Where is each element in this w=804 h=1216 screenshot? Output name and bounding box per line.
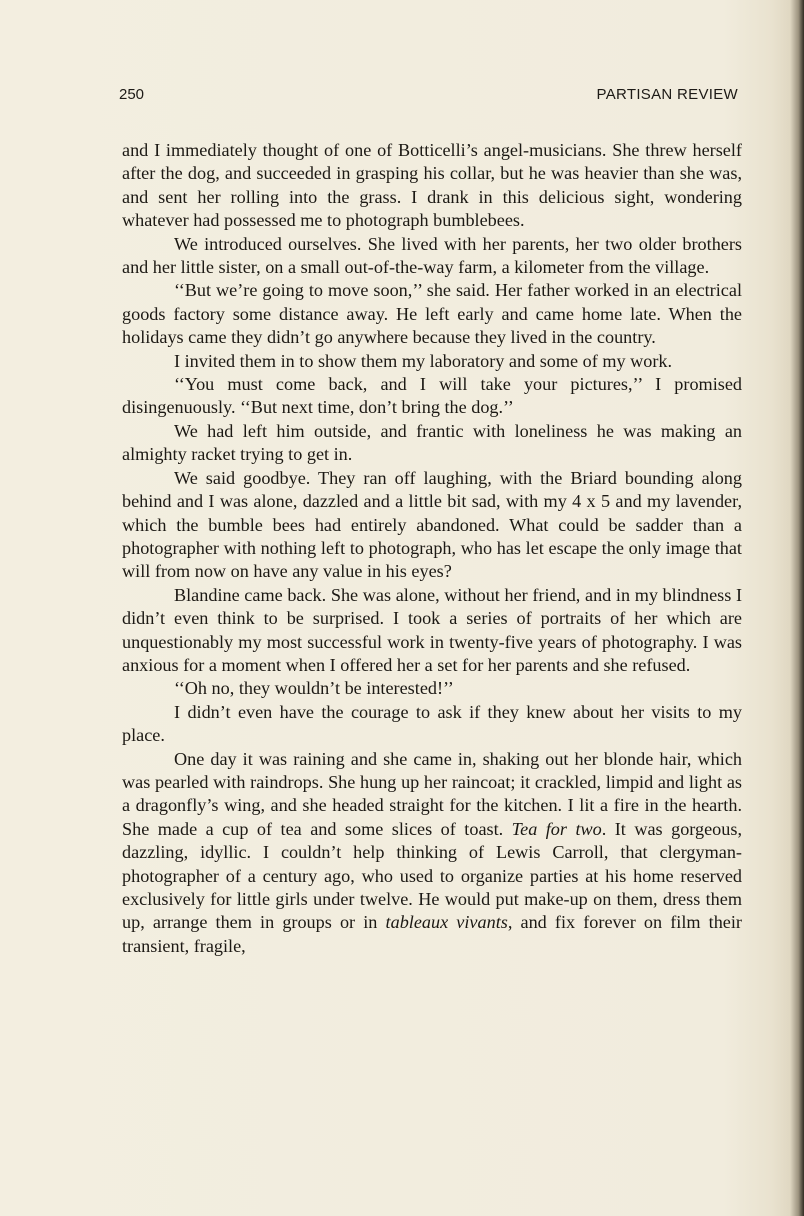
paragraph: I didn’t even have the courage to ask if they knew about her visits to my place. <box>122 701 742 746</box>
paragraph: We had left him outside, and frantic with loneliness he was making an almighty racket trying to get in. <box>122 420 742 465</box>
paragraph: ‘‘But we’re going to move soon,’’ she said. Her father worked in an electrical goods factory some distance away. He left early and came home late. When the holidays came they didn’t go anywhere because they lived in the country. <box>122 280 742 348</box>
paragraph: ‘‘Oh no, they wouldn’t be interested!’’ <box>174 678 454 699</box>
page-number: 250 <box>119 86 145 103</box>
page-header <box>119 86 738 108</box>
text-run: One day it was raining and she came in, shaking out her blonde hair, which was pearled with raindrops. She hung up her raincoat; it crackled, limpid and light as a dragonfly’s wing, and she headed straight for the kitchen. I lit a fire in the hearth. She made a cup of tea and some slices of toast. <box>122 748 742 839</box>
page-edge-shadow <box>790 0 804 1216</box>
paragraph: We introduced ourselves. She lived with her parents, her two older brothers and her little sister, on a small out-of-the-way farm, a kilometer from the village. <box>122 233 742 278</box>
paragraph: and I immediately thought of one of Botticelli’s angel-musicians. She threw herself after the dog, and succeeded in grasping his collar, but he was heavier than she was, and sent her rolling into the grass. I drank in this delicious sight, wondering whatever had possessed me to photograph bumblebees. <box>122 140 742 231</box>
text-run: . It was gorgeous, dazzling, idyllic. I couldn’t help thinking of Lewis Carroll, that clergyman-photographer of a century ago, who used to organize parties at his home reserved exclusively for little girls under twelve. He would put make-up on them, dress them up, arrange them in groups or in <box>122 818 742 933</box>
italic-phrase: tableaux vivants <box>385 912 508 933</box>
paragraph: We said goodbye. They ran off laughing, with the Briard bounding along behind and I was alone, dazzled and a little bit sad, with my 4 x 5 and my lavender, which the bumble bees had entirely abandoned. What could be sadder than a photographer with nothing left to photograph, who has let escape the only image that will from now on have any value in his eyes? <box>122 467 742 582</box>
paragraph: I invited them in to show them my laboratory and some of my work. <box>174 350 673 371</box>
paragraph: ‘‘You must come back, and I will take your pictures,’’ I promised disingenuously. ‘‘But next time, don’t bring the dog.’’ <box>122 374 742 418</box>
running-head: PARTISAN REVIEW <box>596 86 738 103</box>
body-text <box>122 139 742 958</box>
paragraph: Blandine came back. She was alone, without her friend, and in my blindness I didn’t even think to be surprised. I took a series of portraits of her which are unquestionably my most successful work in twenty-five years of photography. I was anxious for a moment when I offered her a set for her parents and she refused. <box>122 584 742 675</box>
paragraph <box>122 748 742 959</box>
text-run: , and fix forever on film their transient, fragile, <box>122 912 742 956</box>
italic-title: Tea for two <box>511 818 602 839</box>
